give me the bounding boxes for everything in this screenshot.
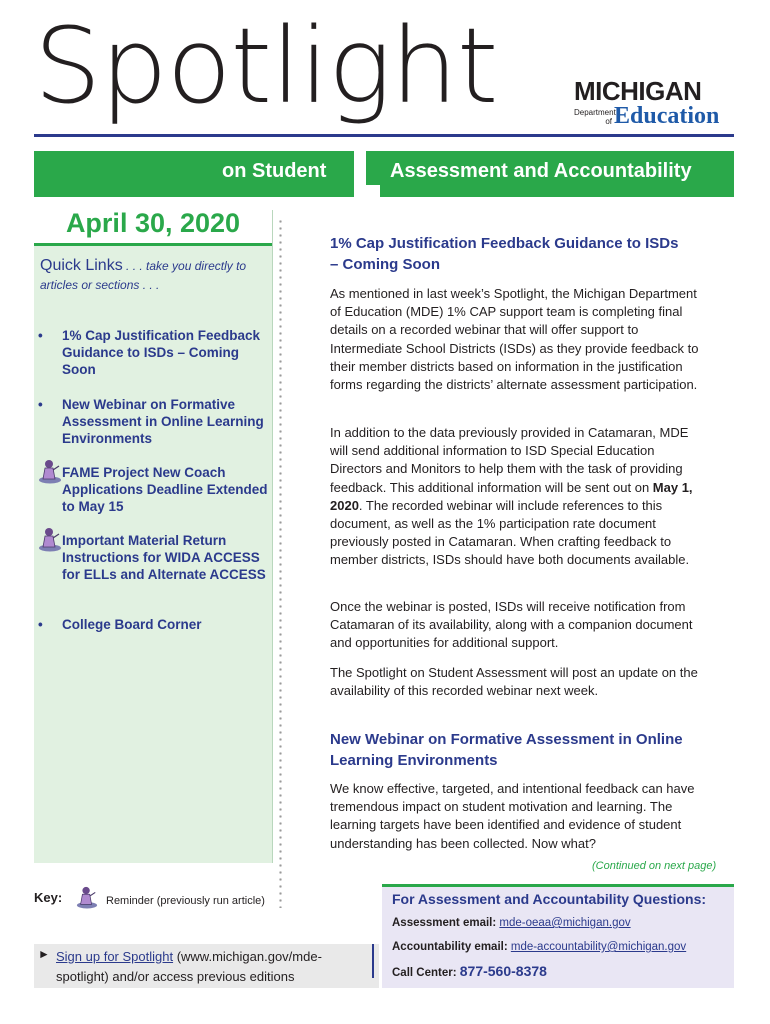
quick-link-label[interactable]: New Webinar on Formative Assessment in Online Learning Environments xyxy=(62,397,264,446)
quick-link-label[interactable]: Important Material Return Instructions for WIDA ACCESS for ELLs and Alternate ACCESS xyxy=(62,533,266,582)
date-rule xyxy=(34,243,272,246)
article-1-heading: 1% Cap Justification Feedback Guidance to ISDs – Coming Soon xyxy=(330,235,679,273)
quick-links-heading: Quick Links . . . take you directly to xyxy=(40,257,247,274)
signup-link[interactable]: Sign up for Spotlight xyxy=(56,949,174,964)
quick-link-label[interactable]: College Board Corner xyxy=(62,617,202,632)
quick-link-4[interactable] xyxy=(38,532,270,602)
band-notch xyxy=(350,151,380,197)
masthead-title: Spotlight xyxy=(34,5,498,127)
assessment-email-line: Assessment email: mde-oeaa@michigan.gov xyxy=(392,917,631,929)
quick-link-2[interactable] xyxy=(38,396,270,448)
contact-box-rule xyxy=(382,884,734,887)
masthead-rule xyxy=(34,134,734,137)
reminder-icon xyxy=(38,458,62,484)
column-divider xyxy=(279,218,282,908)
article-2-heading: New Webinar on Formative Assessment in Online Learning Environments xyxy=(330,731,683,769)
accountability-email-line: Accountability email: mde-accountability@michigan.gov xyxy=(392,941,687,953)
quick-link-1[interactable] xyxy=(38,327,270,379)
footer-divider xyxy=(372,944,374,978)
quick-link-5[interactable] xyxy=(38,616,270,634)
band-text-left: on Student xyxy=(222,160,327,182)
reminder-icon xyxy=(38,526,62,552)
article-1-paragraph-2: In addition to the data previously provided in Catamaran, MDE will send additional information to ISD Special Education Directors and Monitors to help them with the task of providing feedback. This additional information will be sent out on May 1, 2020. The recorded webinar will include references to this document, as well as the 1% participation rate document previously posted in Catamaran. When crafting feedback to member districts, ISDs should have both documents available. xyxy=(330,425,693,568)
article-2-paragraph-1: We know effective, targeted, and intentional feedback can have tremendous impact on student motivation and learning. The learning targets have been identified and evidence of student understanding has been collected. Now what? xyxy=(330,781,695,851)
article-1-paragraph-1: As mentioned in last week’s Spotlight, the Michigan Department of Education (MDE) 1% CAP support team is completing final details on a recorded webinar that will offer support to Intermediate School Districts (ISDs) as they provide feedback to their member districts based on information in the justification forms regarding the districts’ alternate assessment participation. xyxy=(330,286,699,393)
accountability-email-link[interactable]: mde-accountability@michigan.gov xyxy=(510,941,687,953)
assessment-email-link[interactable]: mde-oeaa@michigan.gov xyxy=(499,917,631,929)
key-label: Key: xyxy=(34,890,63,905)
call-center-line: Call Center: 877-560-8378 xyxy=(392,963,547,979)
quick-link-label[interactable]: 1% Cap Justification Feedback Guidance to ISDs – Coming Soon xyxy=(62,328,261,377)
bullet: • xyxy=(38,617,43,632)
bullet: • xyxy=(38,328,43,343)
issue-date: April 30, 2020 xyxy=(65,208,241,238)
signup-text: Sign up for Spotlight (www.michigan.gov/mde-spotlight) and/or access previous editions xyxy=(56,949,322,984)
band-text-right: Assessment and Accountability xyxy=(390,160,692,182)
reminder-icon xyxy=(76,884,98,910)
logo-department: Department of xyxy=(574,108,616,126)
call-center-number[interactable]: 877-560-8378 xyxy=(459,963,547,979)
quick-link-label[interactable]: FAME Project New Coach Applications Deadline Extended to May 15 xyxy=(62,465,268,514)
article-1-paragraph-3: Once the webinar is posted, ISDs will receive notification from Catamaran of its availability, along with a companion document and opportunities for additional support. xyxy=(330,599,693,651)
key-text: Reminder (previously run article) xyxy=(106,895,265,907)
arrow-right-icon: ► xyxy=(38,947,50,961)
quick-link-3[interactable] xyxy=(38,464,270,516)
logo-michigan: MICHIGAN xyxy=(574,76,702,106)
continued-note: (Continued on next page) xyxy=(592,860,717,872)
quick-links-subheading: articles or sections . . . xyxy=(40,278,160,292)
contact-heading: For Assessment and Accountability Questions: xyxy=(392,891,707,907)
article-1-paragraph-4: The Spotlight on Student Assessment will post an update on the availability of this recorded webinar next week. xyxy=(330,665,698,699)
bullet: • xyxy=(38,397,43,412)
logo-education: Education xyxy=(614,103,720,129)
